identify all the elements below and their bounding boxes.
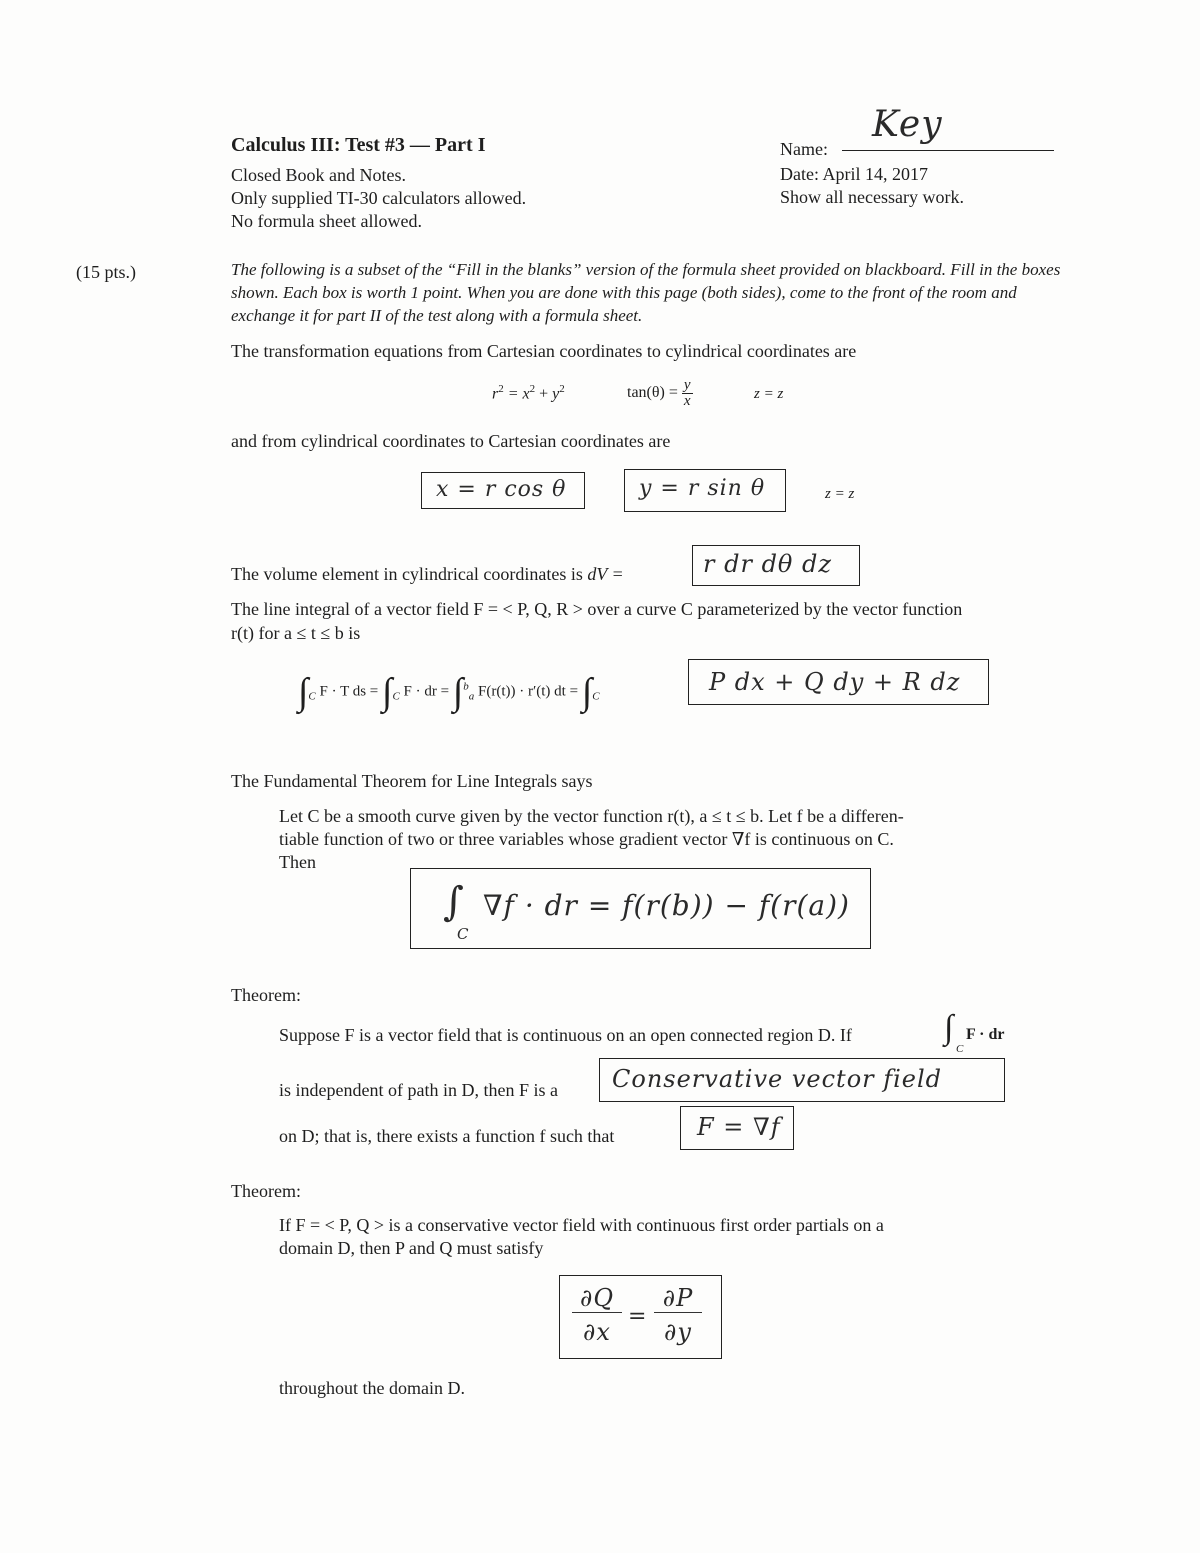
- cyl-lead2: and from cylindrical coordinates to Cartesian coordinates are: [231, 431, 671, 451]
- theorem1-integrand: F · dr: [966, 1026, 1005, 1043]
- answer-box-volume[interactable]: [692, 545, 860, 586]
- sub-a: a: [468, 690, 475, 703]
- eq-z2: z = z: [825, 486, 855, 502]
- theorem2-label: Theorem:: [231, 1181, 301, 1201]
- sub-c: C: [308, 690, 316, 703]
- line-text1: The line integral of a vector field F = < P, Q, R > over a curve C parameterized by the vector function: [231, 599, 963, 619]
- theorem2-closing: throughout the domain D.: [279, 1378, 465, 1398]
- handwritten-integral-sign: ∫: [443, 879, 465, 925]
- rule-line: No formula sheet allowed.: [231, 211, 422, 231]
- sub-c: C: [592, 690, 600, 703]
- sub-c: C: [392, 690, 400, 703]
- answer-box-line-integral[interactable]: [688, 659, 989, 705]
- answer-gradient: F = ∇f: [697, 1113, 781, 1141]
- frac-den: x: [683, 393, 691, 409]
- eq-r-text: = x: [507, 385, 530, 403]
- integral-sign: ∫: [298, 671, 309, 713]
- answer-num2: ∂P: [654, 1284, 702, 1313]
- rule-line: Closed Book and Notes.: [231, 165, 406, 185]
- volume-label: The volume element in cylindrical coordinates is: [231, 564, 583, 584]
- answer-ftli-sub: C: [457, 925, 470, 943]
- theorem1-line3: on D; that is, there exists a function f such that: [279, 1126, 615, 1146]
- eq-tan: [627, 378, 693, 409]
- theorem2-line1: If F = < P, Q > is a conservative vector field with continuous first order partials on a: [279, 1215, 884, 1235]
- ftli-body2: tiable function of two or three variables whose gradient vector ∇f is continuous on C.: [279, 829, 894, 849]
- eq-r-squared: $r^2 = x^2 + y^2$: [492, 383, 565, 403]
- integral-sign: ∫: [452, 671, 464, 713]
- sub-c: C: [956, 1043, 964, 1055]
- name-value: Key: [872, 104, 943, 145]
- answer-line-integral: P dx + Q dy + R dz: [709, 668, 961, 696]
- answer-den2: ∂y: [664, 1318, 692, 1346]
- frac-num: y: [683, 377, 691, 393]
- volume-dv: dV =: [587, 564, 624, 584]
- answer-x: x = r cos θ: [436, 477, 567, 502]
- answer-box-partials[interactable]: [559, 1275, 722, 1359]
- name-label: Name:: [780, 139, 828, 159]
- rule-line: Only supplied TI-30 calculators allowed.: [231, 188, 527, 208]
- intro-paragraph: The following is a subset of the “Fill in the blanks” version of the formula sheet provided on blackboard. Fill in the boxes shown. Each box is worth 1 point. When you are done with this page (both sides), come to the front of the room and exchange it for part II of the test along with a formula sheet.: [231, 260, 1061, 325]
- formula-part1: F · T ds =: [319, 683, 379, 700]
- date-line: Date: April 14, 2017: [780, 164, 928, 184]
- volume-text: [231, 563, 624, 586]
- name-underline: [842, 150, 1054, 151]
- answer-num1: ∂Q: [572, 1284, 622, 1313]
- theorem2-line2: domain D, then P and Q must satisfy: [279, 1238, 544, 1258]
- integral-sign: ∫: [944, 1009, 954, 1046]
- ftli-body3: Then: [279, 852, 316, 872]
- integral-sign: ∫: [581, 671, 593, 713]
- instruction-line: Show all necessary work.: [780, 187, 964, 207]
- answer-conservative: Conservative vector field: [612, 1065, 943, 1093]
- page-title: Calculus III: Test #3 — Part I: [231, 134, 486, 156]
- answer-den1: ∂x: [583, 1318, 611, 1346]
- answer-box-x[interactable]: [421, 472, 585, 509]
- line-formula: [298, 670, 600, 714]
- answer-volume: r dr dθ dz: [703, 550, 833, 578]
- cyl-lead: The transformation equations from Cartesian coordinates to cylindrical coordinates are: [231, 341, 857, 361]
- answer-box-ftli[interactable]: [410, 868, 871, 949]
- theorem1-label: Theorem:: [231, 985, 301, 1005]
- answer-box-conservative[interactable]: [599, 1058, 1005, 1102]
- answer-eq: =: [628, 1304, 648, 1329]
- sup-b: b: [463, 680, 469, 693]
- theorem1-line1: Suppose F is a vector field that is continuous on an open connected region D. If: [279, 1025, 852, 1045]
- answer-y: y = r sin θ: [639, 476, 766, 501]
- formula-part3: F(r(t)) · r′(t) dt =: [478, 683, 579, 700]
- answer-box-y[interactable]: [624, 469, 786, 512]
- line-text2: r(t) for a ≤ t ≤ b is: [231, 623, 361, 643]
- answer-box-gradient[interactable]: [680, 1106, 794, 1150]
- formula-part2: F · dr =: [403, 683, 450, 700]
- eq-z: z = z: [754, 386, 784, 402]
- answer-ftli: ∇f · dr = f(r(b)) − f(r(a)): [483, 889, 850, 922]
- theorem1-line2: is independent of path in D, then F is a: [279, 1080, 558, 1100]
- eq-tan-left: tan(θ) =: [627, 384, 678, 402]
- ftli-title: The Fundamental Theorem for Line Integrals says: [231, 771, 593, 791]
- integral-sign: ∫: [382, 671, 393, 713]
- points-label: (15 pts.): [76, 262, 136, 282]
- ftli-body1: Let C be a smooth curve given by the vector function r(t), a ≤ t ≤ b. Let f be a differen-: [279, 806, 904, 826]
